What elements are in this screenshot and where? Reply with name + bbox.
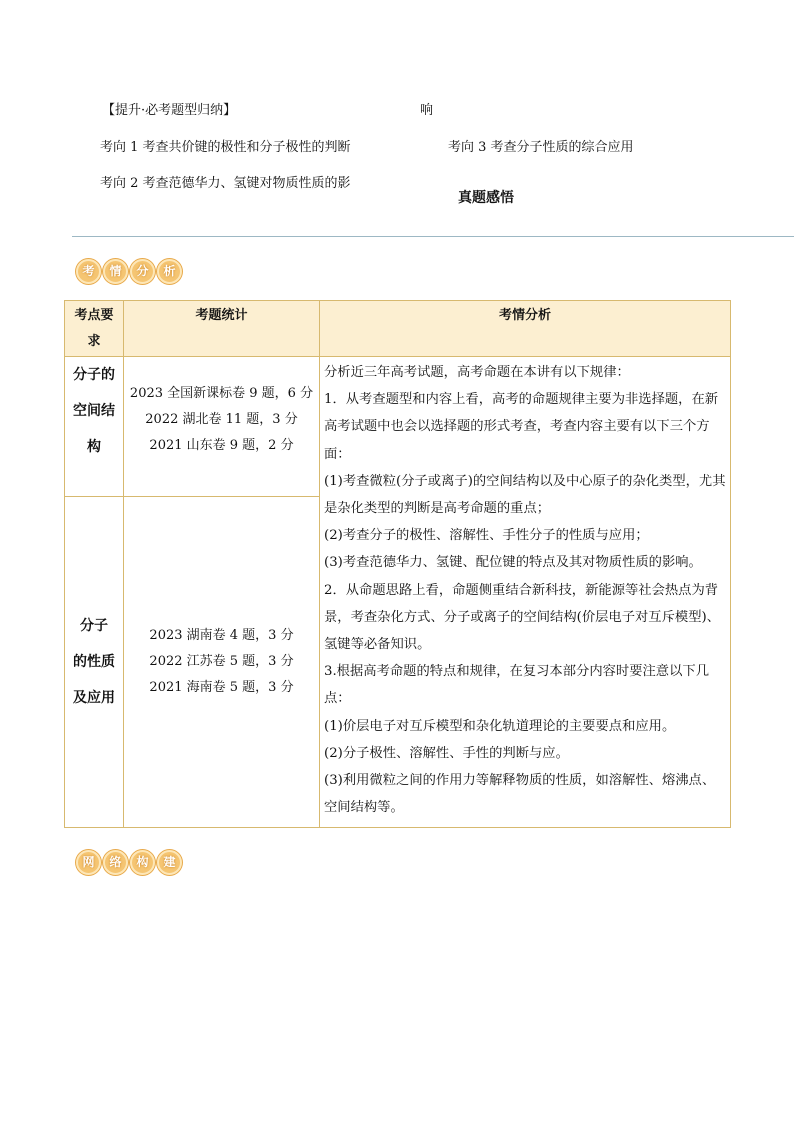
badge-char: 网 xyxy=(76,850,101,875)
real-exam-title: 真题感悟 xyxy=(458,190,514,206)
topic-cell: 分子的 空间结 构 xyxy=(65,357,124,497)
analysis-line: (3)考查范德华力、氢键、配位键的特点及其对物质性质的影响。 xyxy=(324,555,702,571)
section-divider xyxy=(72,236,794,237)
badge-char: 络 xyxy=(103,850,128,875)
analysis-line: 3.根据高考命题的特点和规律，在复习本部分内容时要注意以下几点： xyxy=(324,664,709,707)
analysis-line: 分析近三年高考试题，高考命题在本讲有以下规律： xyxy=(324,365,630,380)
badge-char: 考 xyxy=(76,259,101,284)
table-header-row xyxy=(65,301,731,357)
badge-char: 析 xyxy=(157,259,182,284)
analysis-line: (2)分子极性、溶解性、手性的判断与应。 xyxy=(324,745,569,761)
badge-char: 建 xyxy=(157,850,182,875)
stray-char: 响 xyxy=(420,103,434,118)
analysis-cell xyxy=(320,357,731,828)
stats-cell: 2023 湖南卷 4 题，3 分 2022 江苏卷 5 题，3 分 2021 海南卷 5 题，3 分 xyxy=(124,497,320,828)
exam-direction-3: 考向 3 考查分子性质的综合应用 xyxy=(448,140,634,155)
exam-direction-2: 考向 2 考查范德华力、氢键对物质性质的影 xyxy=(100,176,351,191)
analysis-line: 1．从考查题型和内容上看，高考的命题规律主要为非选择题，在新高考试题中也会以选择题的形式考查，考查内容主要有以下三个方面： xyxy=(324,392,719,462)
analysis-line: (3)利用微粒之间的作用力等解释物质的性质，如溶解性、熔沸点、空间结构等。 xyxy=(324,773,716,816)
analysis-line: (1)考查微粒(分子或离子)的空间结构以及中心原子的杂化类型，尤其是杂化类型的判断是高考命题的重点； xyxy=(324,473,726,517)
exam-analysis-table xyxy=(64,300,731,828)
stats-cell: 2023 全国新课标卷 9 题，6 分 2022 湖北卷 11 题，3 分 2021 山东卷 9 题，2 分 xyxy=(124,357,320,497)
header-requirement: 考点要求 xyxy=(65,301,124,357)
network-build-badge xyxy=(76,850,182,875)
header-statistics: 考题统计 xyxy=(124,301,320,357)
header-analysis: 考情分析 xyxy=(320,301,731,357)
exam-direction-1: 考向 1 考查共价键的极性和分子极性的判断 xyxy=(100,140,351,155)
table-row xyxy=(65,357,731,497)
summary-label: 【提升·必考题型归纳】 xyxy=(102,103,237,118)
badge-char: 构 xyxy=(130,850,155,875)
analysis-line: (1)价层电子对互斥模型和杂化轨道理论的主要要点和应用。 xyxy=(324,718,676,734)
analysis-line: 2．从命题思路上看，命题侧重结合新科技，新能源等社会热点为背景，考查杂化方式、分子或离子的空间结构(价层电子对互斥模型)、氢键等必备知识。 xyxy=(324,582,720,653)
badge-char: 分 xyxy=(130,259,155,284)
exam-analysis-badge xyxy=(76,259,182,284)
badge-char: 情 xyxy=(103,259,128,284)
analysis-line: (2)考查分子的极性、溶解性、手性分子的性质与应用； xyxy=(324,528,649,544)
topic-cell: 分子 的性质 及应用 xyxy=(65,497,124,828)
